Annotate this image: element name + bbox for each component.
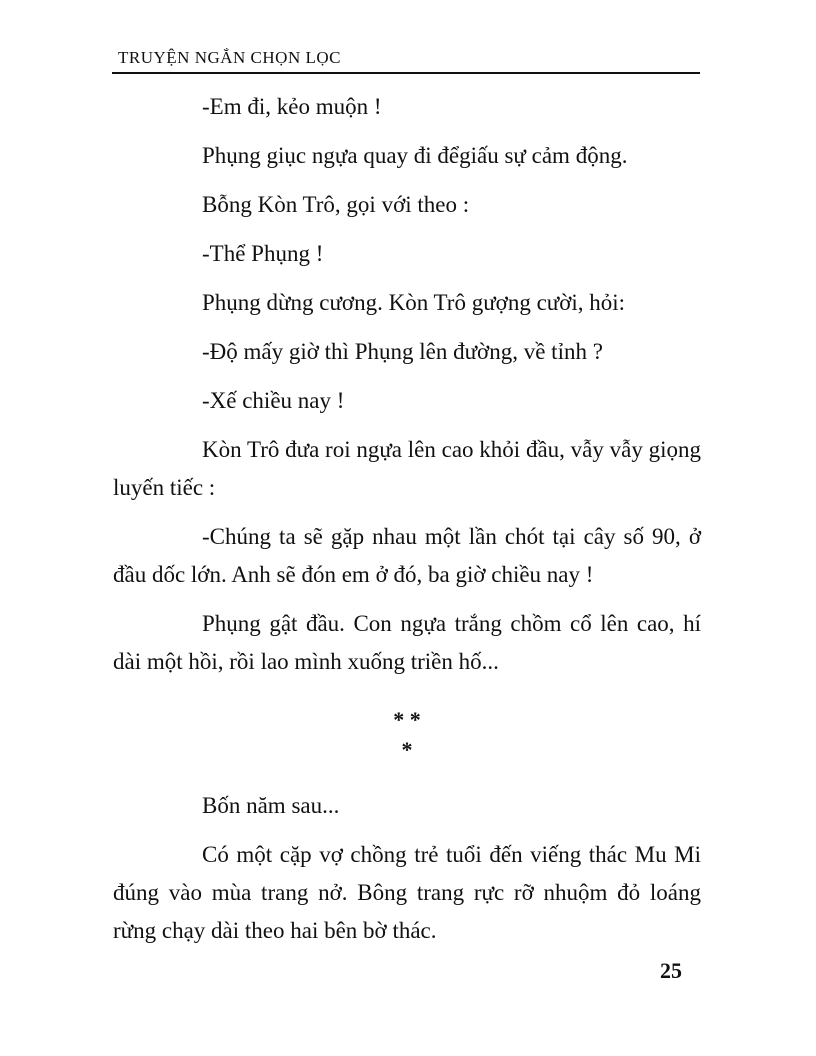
paragraph: Phụng gật đầu. Con ngựa trắng chồm cổ lên cao, hí dài một hồi, rồi lao mình xuống triền hố... [113, 611, 701, 674]
running-head-title: TRUYỆN NGẮN CHỌN LỌC [118, 48, 341, 67]
paragraph: Phụng dừng cương. Kòn Trô gượng cười, hỏi: [202, 290, 626, 315]
paragraph: -Thể Phụng ! [202, 241, 324, 266]
section-break [113, 705, 701, 765]
paragraph: -Độ mấy giờ thì Phụng lên đường, về tỉnh ? [202, 339, 603, 364]
paragraph: -Chúng ta sẽ gặp nhau một lần chót tại cây số 90, ở đầu dốc lớn. Anh sẽ đón em ở đó, ba giờ chiều nay ! [113, 524, 701, 587]
page-body [113, 88, 701, 961]
paragraph: -Xế chiều nay ! [202, 388, 345, 413]
section-break-star-bottom: * [401, 737, 413, 762]
paragraph: Bốn năm sau... [202, 793, 340, 818]
page-number: 25 [660, 958, 682, 983]
paragraph: Bỗng Kòn Trô, gọi với theo : [202, 192, 470, 217]
paragraph: Phụng giục ngựa quay đi đểgiấu sự cảm động. [202, 143, 628, 168]
section-break-stars-top: * * [393, 707, 421, 732]
paragraph: -Em đi, kẻo muộn ! [202, 94, 382, 119]
paragraph: Kòn Trô đưa roi ngựa lên cao khỏi đầu, vẫy vẫy giọng luyến tiếc : [113, 437, 701, 500]
paragraph: Có một cặp vợ chồng trẻ tuổi đến viếng thác Mu Mi đúng vào mùa trang nở. Bông trang rực rỡ nhuộm đỏ loáng rừng chạy dài theo hai bên bờ thác. [113, 842, 701, 943]
header-rule [112, 72, 700, 74]
